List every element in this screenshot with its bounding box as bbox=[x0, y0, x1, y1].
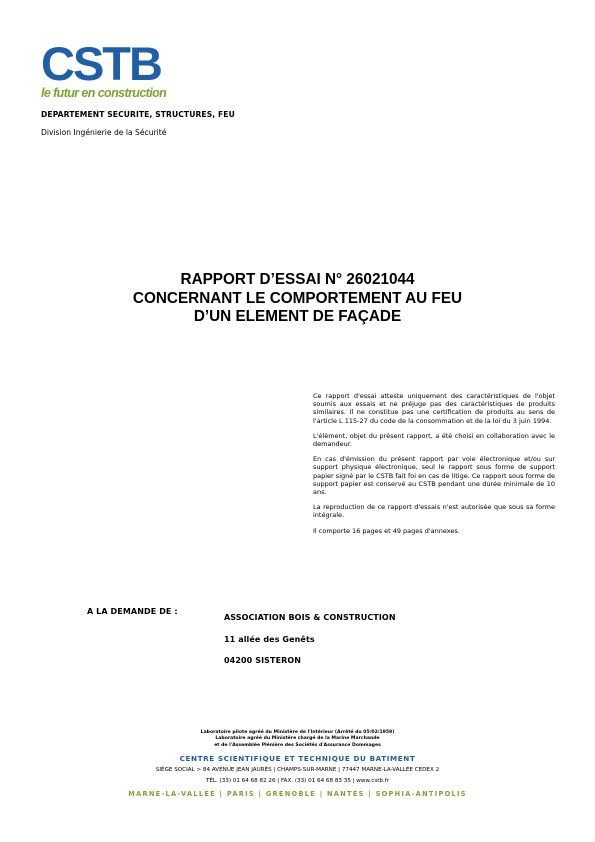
requester-address bbox=[224, 607, 396, 672]
requester-organization: ASSOCIATION BOIS & CONSTRUCTION bbox=[224, 613, 396, 622]
title-line-2: CONCERNANT LE COMPORTEMENT AU FEU bbox=[132, 289, 463, 307]
requester-street: 11 allée des Genêts bbox=[224, 634, 315, 644]
footer-accreditation-2: Laboratoire agréé du Ministère chargé de la Marine Marchande bbox=[215, 736, 380, 742]
legal-notice bbox=[313, 392, 555, 542]
notice-paragraph-5: Il comporte 16 pages et 49 pages d'annexes. bbox=[313, 526, 460, 535]
page-footer bbox=[0, 730, 595, 799]
logo-tagline: le futur en construction bbox=[41, 86, 167, 100]
notice-paragraph-1: Ce rapport d'essai atteste uniquement des caractéristiques de l'objet soumis aux essais et ne préjuge pas des caractéristiques de produits similaires. Il ne constitue pas une certification de produits au sens de l'article L 115-27 du code de la consommation et de la loi du 3 juin 1994. bbox=[313, 392, 555, 425]
footer-contact: TÉL. (33) 01 64 68 82 26 | FAX. (33) 01 64 68 83 35 | www.cstb.fr bbox=[205, 778, 390, 785]
cstb-logo bbox=[41, 37, 191, 100]
request-label: A LA DEMANDE DE : bbox=[87, 607, 178, 616]
footer-accreditation-3: et de l'Assemblée Plénière des Sociétés d'Assurance Dommages bbox=[214, 742, 381, 748]
footer-accreditation-1: Laboratoire pilote agréé du Ministère de l'Intérieur (Arrêté du 05/02/1959) bbox=[200, 730, 395, 735]
title-line-3: D’UN ELEMENT DE FAÇADE bbox=[193, 308, 402, 325]
report-title bbox=[0, 271, 595, 327]
notice-paragraph-4: La reproduction de ce rapport d'essais n'est autorisée que sous sa forme intégrale. bbox=[313, 503, 555, 520]
requester-city: 04200 SISTERON bbox=[224, 656, 302, 665]
notice-paragraph-2: L'élément, objet du présent rapport, a été choisi en collaboration avec le demandeur. bbox=[313, 431, 555, 449]
footer-address: SIÈGE SOCIAL > 84 AVENUE JEAN JAURÈS | CHAMPS-SUR-MARNE | 77447 MARNE-LA-VALLÉE CEDEX 2 bbox=[155, 767, 440, 774]
footer-organization-name: CENTRE SCIENTIFIQUE ET TECHNIQUE DU BATIMENT bbox=[179, 754, 416, 764]
department-heading: DEPARTEMENT SECURITE, STRUCTURES, FEU bbox=[41, 110, 235, 119]
division-name: Division Ingénierie de la Sécurité bbox=[41, 128, 167, 137]
footer-cities: MARNE-LA-VALLÉE | PARIS | GRENOBLE | NANTES | SOPHIA-ANTIPOLIS bbox=[128, 790, 467, 799]
title-line-1: RAPPORT D’ESSAI N° 26021044 bbox=[180, 271, 415, 288]
notice-paragraph-3: En cas d'émission du présent rapport par voie électronique et/ou sur support physique électronique, seul le rapport sous forme de support papier signé par le CSTB fait foi en cas de litige. Ce rapport sous forme de support papier est conservé au CSTB pendant une durée minimale de 10 ans. bbox=[313, 455, 555, 497]
logo-wordmark: CSTB bbox=[41, 37, 161, 90]
